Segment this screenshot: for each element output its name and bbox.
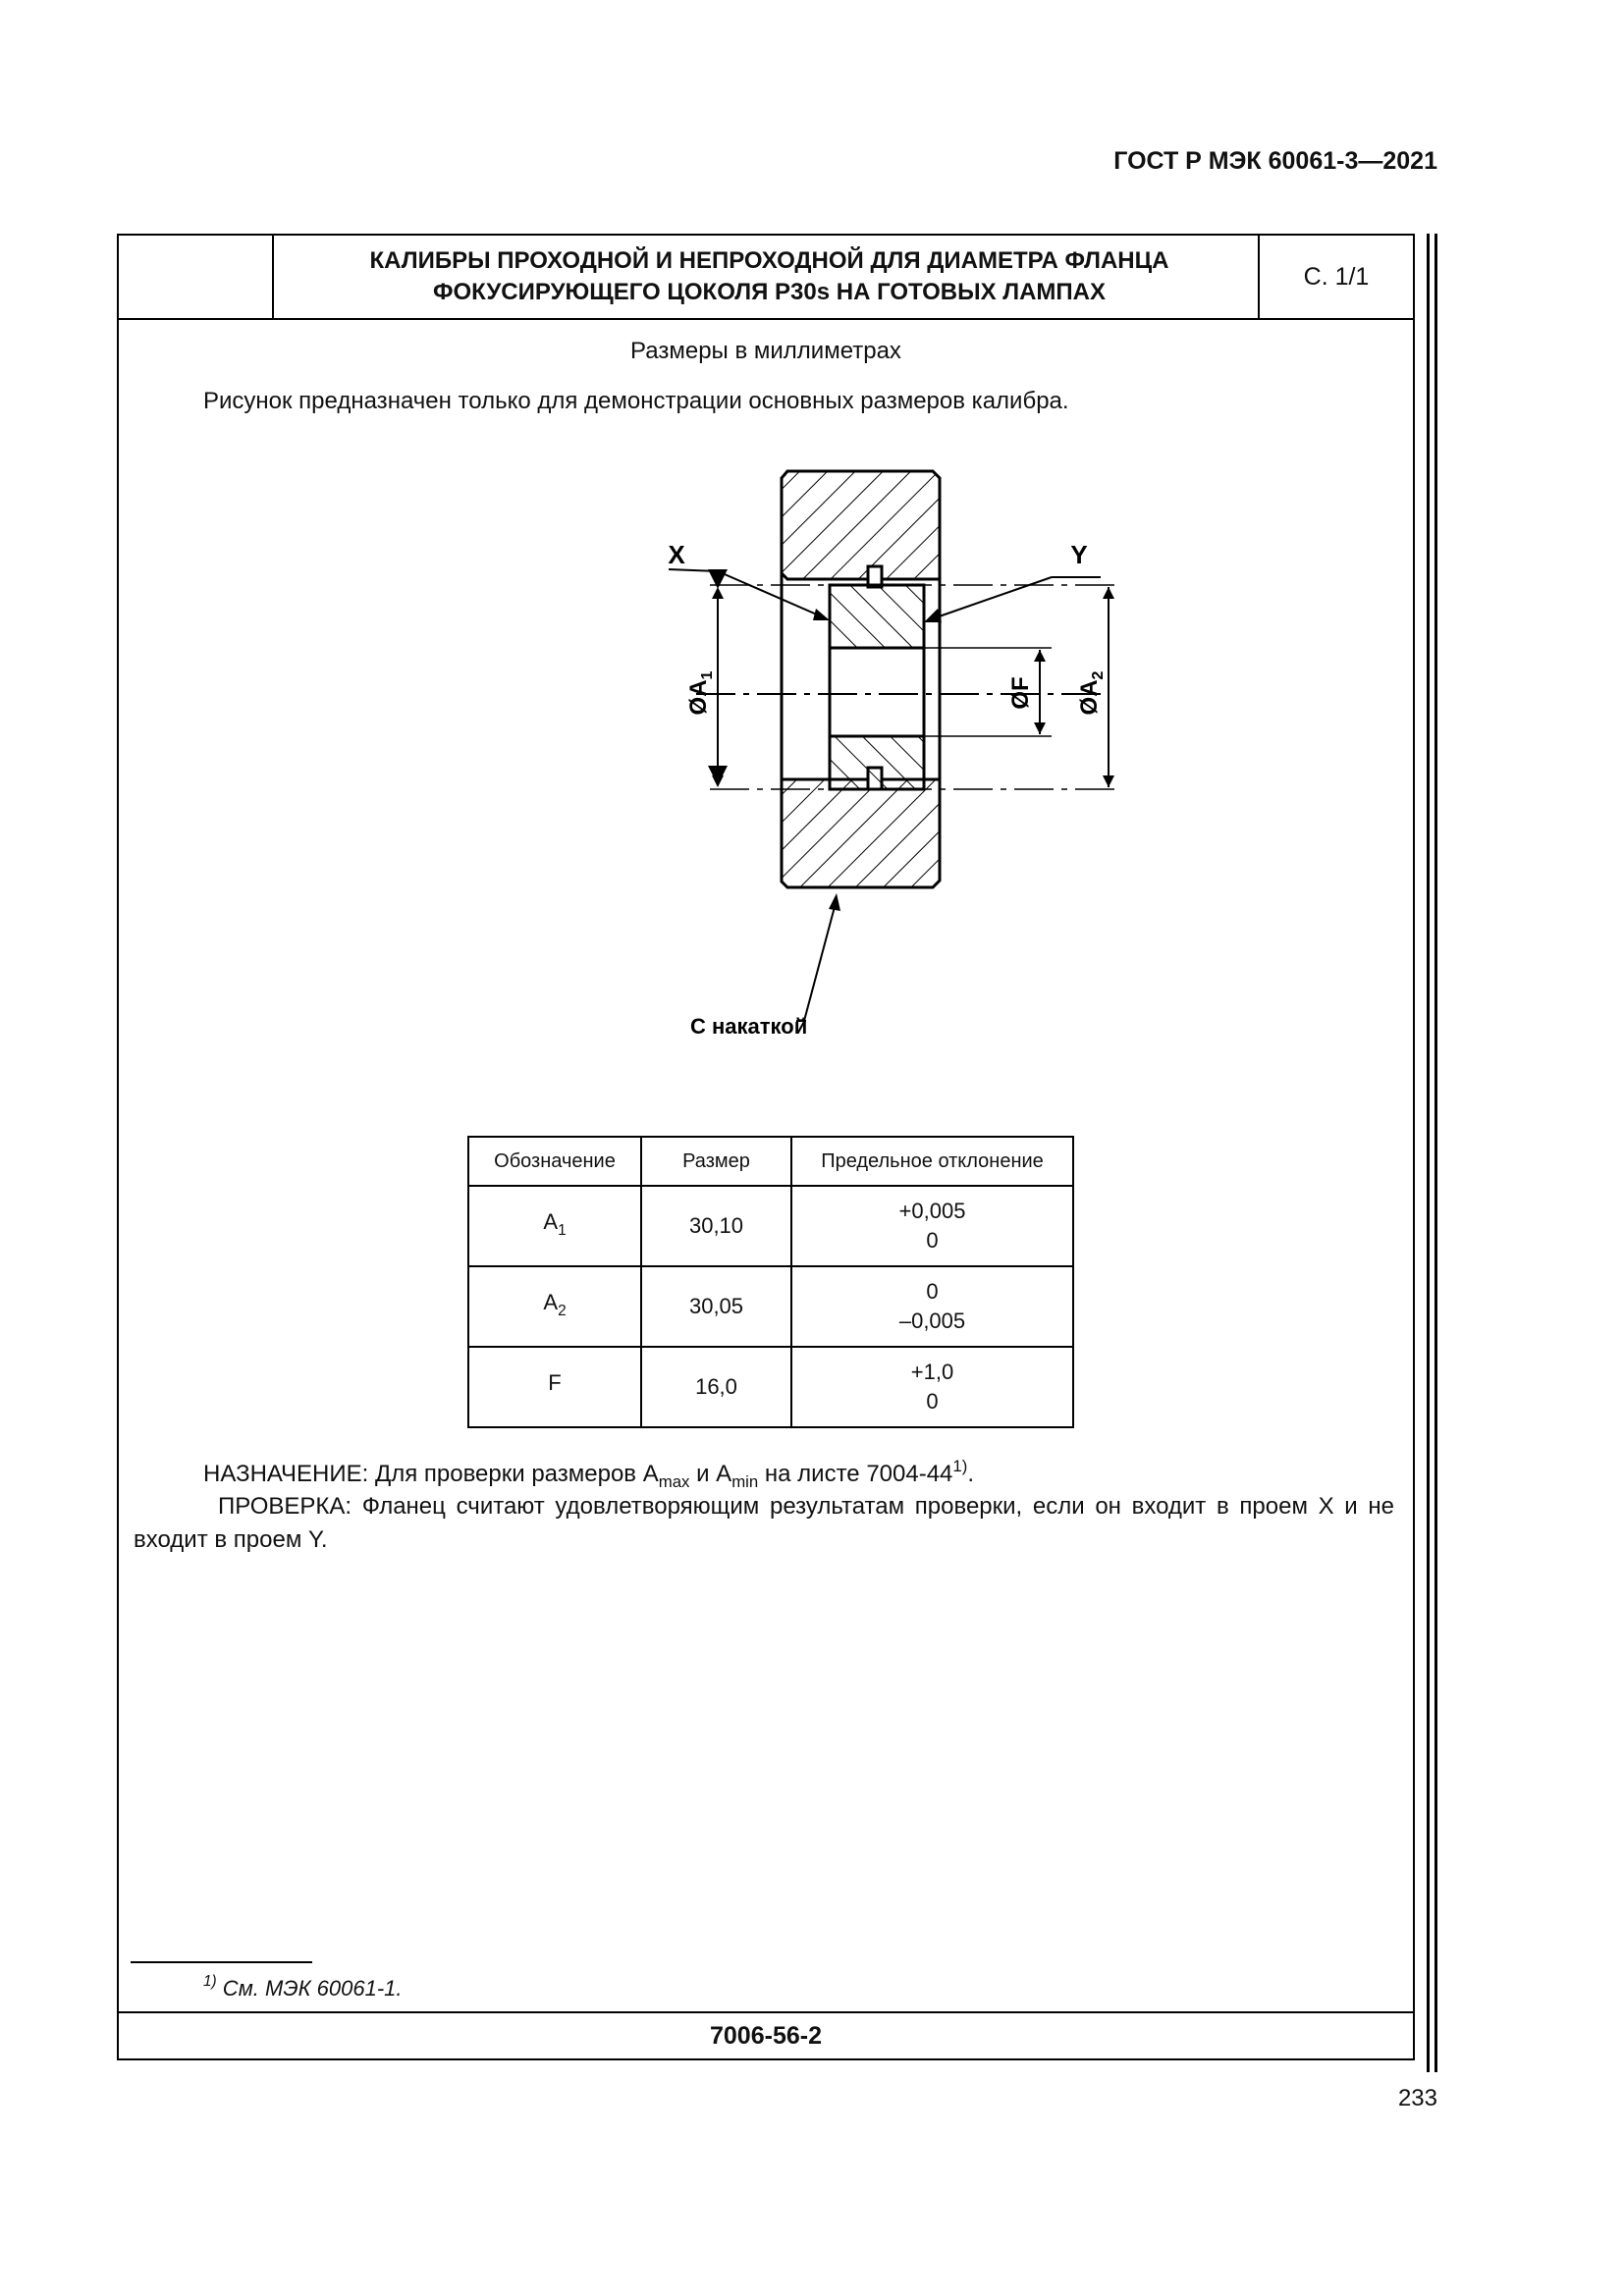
dim-a2-label: $ØA_2$ — [1076, 670, 1107, 716]
table-row — [468, 1347, 1073, 1427]
symbol-cell: $A_1$ — [468, 1186, 641, 1266]
knurl-label: С накаткой — [690, 1014, 808, 1039]
sheet-frame — [117, 234, 1415, 2060]
title-line-2: ФОКУСИРУЮЩЕГО ЦОКОЛЯ P30s НА ГОТОВЫХ ЛАМПАХ — [432, 279, 1107, 305]
footnote-rule — [131, 1961, 312, 1963]
tolerance-cell: +1,0 0 — [791, 1347, 1073, 1427]
symbol-cell: F — [468, 1347, 641, 1427]
table-row — [468, 1266, 1073, 1347]
size-cell: 30,05 — [641, 1266, 791, 1347]
table-header: Обозначение — [468, 1137, 641, 1186]
table-header-row — [468, 1137, 1073, 1186]
purpose-text: НАЗНАЧЕНИЕ: Для проверки размеров $A_{max}$ и $A_{min}$ на листе 7004-44$^{1)}$. — [203, 1457, 974, 1491]
table-header: Размер — [641, 1137, 791, 1186]
sheet-number: С. 1/1 — [1258, 236, 1413, 318]
sheet-footer-code: 7006-56-2 — [119, 2011, 1413, 2058]
header-left-cell — [119, 236, 274, 318]
dim-f-label: ØF — [1007, 676, 1034, 710]
label-y: Y — [1070, 540, 1088, 569]
tolerance-cell: +0,005 0 — [791, 1186, 1073, 1266]
check-text: ПРОВЕРКА: Фланец считают удовлетворяющим результатам проверки, если он входит в проем X и не входит в проем Y. — [134, 1493, 1394, 1553]
sheet-header — [119, 236, 1413, 320]
standard-code: ГОСТ Р МЭК 60061-3—2021 — [1113, 147, 1437, 175]
insert-top — [830, 585, 924, 648]
gauge-body-bottom — [782, 779, 940, 887]
frame-double-line — [1427, 234, 1430, 2072]
size-cell: 16,0 — [641, 1347, 791, 1427]
figure-note: Рисунок предназначен только для демонстрации основных размеров калибра. — [203, 388, 1069, 414]
table-header: Предельное отклонение — [791, 1137, 1073, 1186]
footnote: $^{1)}$ См. МЭК 60061-1. — [203, 1973, 403, 2001]
insert-bottom — [830, 736, 924, 789]
sheet-title — [274, 236, 1265, 318]
gauge-drawing — [531, 461, 1160, 1090]
frame-double-line — [1435, 234, 1437, 2072]
gauge-body-top — [782, 471, 940, 579]
tolerance-cell: 0 –0,005 — [791, 1266, 1073, 1347]
title-line-1: КАЛИБРЫ ПРОХОДНОЙ И НЕПРОХОДНОЙ ДЛЯ ДИАМЕТРА ФЛАНЦА — [369, 247, 1169, 274]
units-note: Размеры в миллиметрах — [630, 338, 901, 364]
table-row — [468, 1186, 1073, 1266]
symbol-cell: $A_2$ — [468, 1266, 641, 1347]
dim-a1-label: $ØA_1$ — [685, 670, 716, 716]
tolerance-table — [467, 1136, 1074, 1428]
label-x: X — [668, 540, 685, 569]
size-cell: 30,10 — [641, 1186, 791, 1266]
page-number: 233 — [1397, 2085, 1437, 2111]
